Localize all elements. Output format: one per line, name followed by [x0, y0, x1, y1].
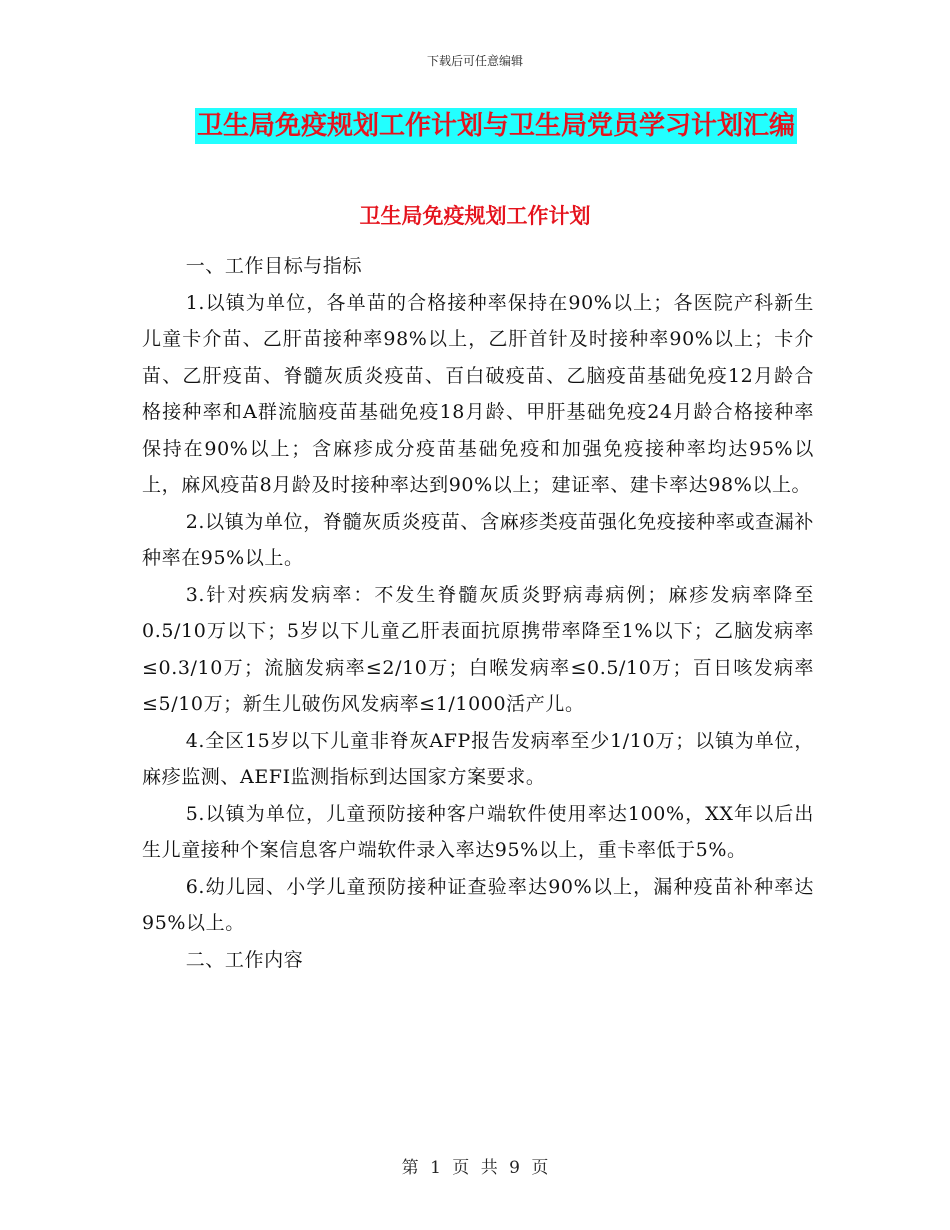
page-footer: 第 1 页 共 9 页 [401, 1158, 549, 1178]
document-title: 卫生局免疫规划工作计划与卫生局党员学习计划汇编 [195, 108, 797, 144]
document-body [142, 248, 814, 978]
paragraph-item-3: 3.针对疾病发病率：不发生脊髓灰质炎野病毒病例；麻疹发病率降至0.5/10万以下；5岁以下儿童乙肝表面抗原携带率降至1%以下；乙脑发病率≤0.3/10万；流脑发病率≤2/10万；白喉发病率≤0.5/10万；百日咳发病率≤5/10万；新生儿破伤风发病率≤1/1000活产儿。 [142, 583, 814, 715]
paragraph-item-2: 2.以镇为单位，脊髓灰质炎疫苗、含麻疹类疫苗强化免疫接种率或查漏补种率在95%以上。 [142, 510, 814, 569]
paragraph-item-6: 6.幼儿园、小学儿童预防接种证查验率达90%以上，漏种疫苗补种率达95%以上。 [142, 875, 814, 934]
heading-work-goals: 一、工作目标与指标 [185, 255, 363, 277]
section-title: 卫生局免疫规划工作计划 [359, 203, 591, 228]
paragraph-item-4: 4.全区15岁以下儿童非脊灰AFP报告发病率至少1/10万；以镇为单位，麻疹监测、AEFI监测指标到达国家方案要求。 [142, 729, 814, 788]
paragraph-item-1: 1.以镇为单位，各单苗的合格接种率保持在90%以上；各医院产科新生儿童卡介苗、乙肝苗接种率98%以上，乙肝首针及时接种率90%以上；卡介苗、乙肝疫苗、脊髓灰质炎疫苗、百白破疫苗、乙脑疫苗基础免疫12月龄合格接种率和A群流脑疫苗基础免疫18月龄、甲肝基础免疫24月龄合格接种率保持在90%以上；含麻疹成分疫苗基础免疫和加强免疫接种率均达95%以上，麻风疫苗8月龄及时接种率达到90%以上；建证率、建卡率达98%以上。 [142, 291, 814, 496]
paragraph-item-5: 5.以镇为单位，儿童预防接种客户端软件使用率达100%，XX年以后出生儿童接种个案信息客户端软件录入率达95%以上，重卡率低于5%。 [142, 802, 814, 861]
heading-work-content: 二、工作内容 [185, 948, 304, 971]
header-note: 下载后可任意编辑 [426, 54, 523, 68]
